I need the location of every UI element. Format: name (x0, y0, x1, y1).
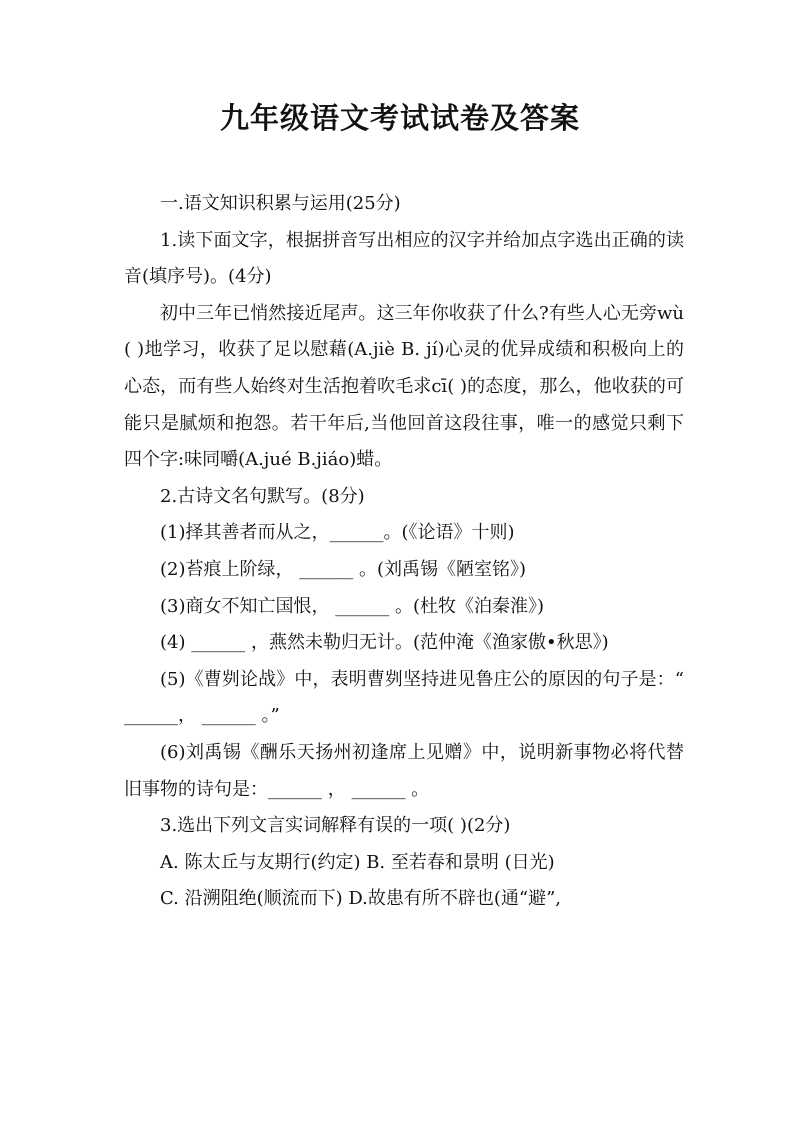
section-heading: 一.语文知识积累与运用(25分) (160, 193, 401, 214)
option-line-c-d: C. 沿溯阻绝(顺流而下) D.故患有所不辟也(通“避”, (160, 888, 561, 910)
poem-item-1: (1)择其善者而从之，______。(《论语》十则) (160, 522, 515, 544)
passage-paragraph: 初中三年已悄然接近尾声。这三年你收获了什么?有些人心无旁wù( )地学习，收获了足以慰藉(A.jiè B. jí)心灵的优异成绩和积极向上的心态，而有些人始终对生活抱着吹毛求cī( )的态度，那么，他收获的可能只是腻烦和抱怨。若干年后,当他回首这段往事，唯一的感觉只剩下四个字:味同嚼(A.jué B.jiáo)蜡。 (124, 302, 684, 471)
poem-item-6: (6)刘禹锡《酬乐天扬州初逢席上见赠》中，说明新事物必将代替旧事物的诗句是：______ ， ______ 。 (124, 741, 684, 800)
poem-item-5: (5)《曹刿论战》中，表明曹刿坚持进见鲁庄公的原因的句子是：“ ______， ______ 。” (124, 668, 684, 727)
poem-item-4: (4) ______ ，燕然未勒归无计。(范仲淹《渔家傲•秋思》) (160, 632, 609, 654)
document-body (124, 186, 684, 918)
poem-item-3: (3)商女不知亡国恨， ______ 。(杜牧《泊秦淮》) (160, 595, 544, 617)
question-3: 3.选出下列文言实词解释有误的一项( )(2分) (160, 815, 511, 837)
document-title: 九年级语文考试试卷及答案 (219, 101, 580, 135)
question-1: 1.读下面文字，根据拼音写出相应的汉字并给加点字选出正确的读音(填序号)。(4分) (124, 229, 684, 288)
question-2: 2.古诗文名句默写。(8分) (160, 485, 365, 507)
option-line-a-b: A. 陈太丘与友期行(约定) B. 至若春和景明 (日光) (160, 851, 555, 873)
poem-item-2: (2)苔痕上阶绿， ______ 。(刘禹锡《陋室铭》) (160, 558, 526, 580)
